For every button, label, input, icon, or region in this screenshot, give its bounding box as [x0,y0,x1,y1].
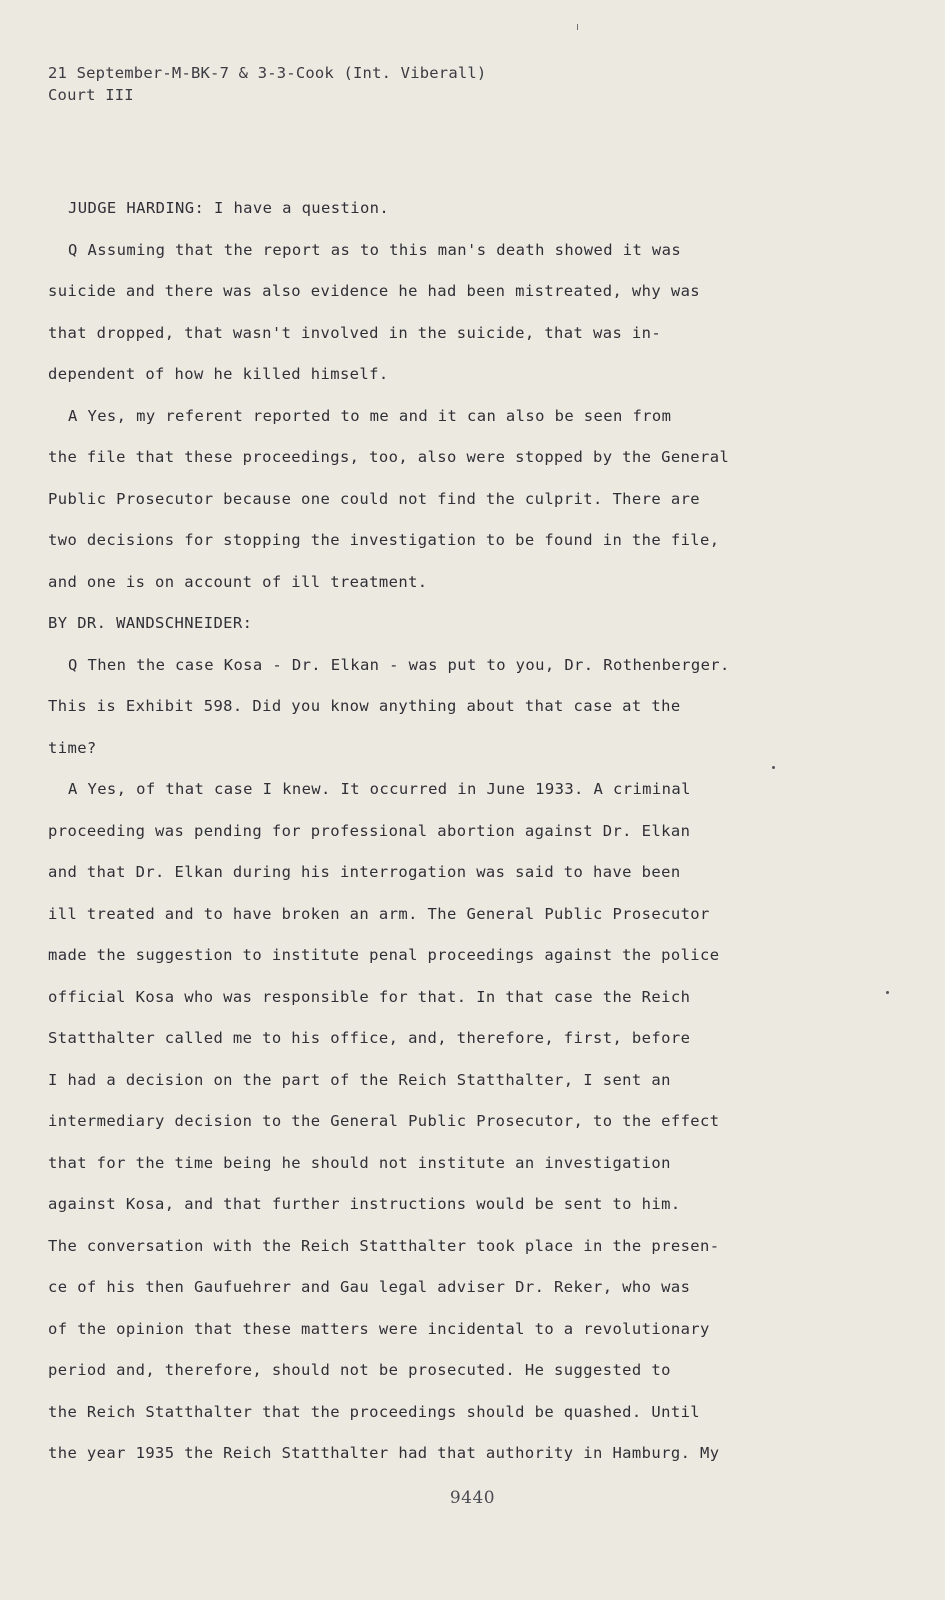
transcript-line: A Yes, of that case I knew. It occurred in June 1933. A criminal [68,780,691,798]
transcript-line: that for the time being he should not institute an investigation [48,1153,671,1172]
transcript-line: the Reich Statthalter that the proceedings should be quashed. Until [48,1402,701,1421]
transcript-line: I had a decision on the part of the Reich Statthalter, I sent an [48,1070,671,1089]
transcript-line: ce of his then Gaufuehrer and Gau legal adviser Dr. Reker, who was [48,1278,691,1296]
paper-mark [577,24,578,30]
document-header [48,62,486,106]
transcript-line: made the suggestion to institute penal proceedings against the police [48,946,720,964]
transcript-line: dependent of how he killed himself. [48,365,389,383]
transcript-line: suicide and there was also evidence he had been mistreated, why was [48,282,701,300]
transcript-line: two decisions for stopping the investigation to be found in the file, [48,531,720,549]
transcript-line: of the opinion that these matters were incidental to a revolutionary [48,1319,710,1338]
transcript-line: official Kosa who was responsible for that. In that case the Reich [48,987,691,1006]
transcript-line: period and, therefore, should not be prosecuted. He suggested to [48,1361,671,1379]
transcript-line: intermediary decision to the General Public Prosecutor, to the effect [48,1112,720,1130]
paper-speck [886,991,889,994]
transcript-line: Public Prosecutor because one could not find the culprit. There are [48,489,701,508]
transcript-line: Q Assuming that the report as to this man's death showed it was [68,240,682,259]
transcript-line: The conversation with the Reich Statthalter took place in the presen- [48,1236,720,1255]
transcript-line: that dropped, that wasn't involved in the suicide, that was in- [48,323,662,342]
transcript-line: Q Then the case Kosa - Dr. Elkan - was put to you, Dr. Rothenberger. [68,655,730,674]
transcript-line: A Yes, my referent reported to me and it can also be seen from [68,406,672,425]
transcript-line: proceeding was pending for professional abortion against Dr. Elkan [48,821,691,840]
transcript-line: JUDGE HARDING: I have a question. [68,199,390,217]
transcript-line: and that Dr. Elkan during his interrogation was said to have been [48,863,681,881]
header-session-line: 21 September-M-BK-7 & 3-3-Cook (Int. Viberall) [48,64,487,82]
transcript-line: the year 1935 the Reich Statthalter had that authority in Hamburg. My [48,1444,720,1462]
page-number: 9440 [449,1488,496,1508]
transcript-line: against Kosa, and that further instructions would be sent to him. [48,1195,681,1213]
transcript-line: This is Exhibit 598. Did you know anything about that case at the [48,697,681,715]
transcript-line: BY DR. WANDSCHNEIDER: [48,614,253,632]
transcript-line: time? [48,738,97,757]
header-court-line: Court III [48,86,134,104]
transcript-line: ill treated and to have broken an arm. The General Public Prosecutor [48,904,710,923]
transcript-line: the file that these proceedings, too, also were stopped by the General [48,448,730,466]
paper-speck [772,766,775,769]
transcript-line: and one is on account of ill treatment. [48,572,428,591]
transcript-body [48,188,828,1475]
transcript-line: Statthalter called me to his office, and, therefore, first, before [48,1029,691,1047]
